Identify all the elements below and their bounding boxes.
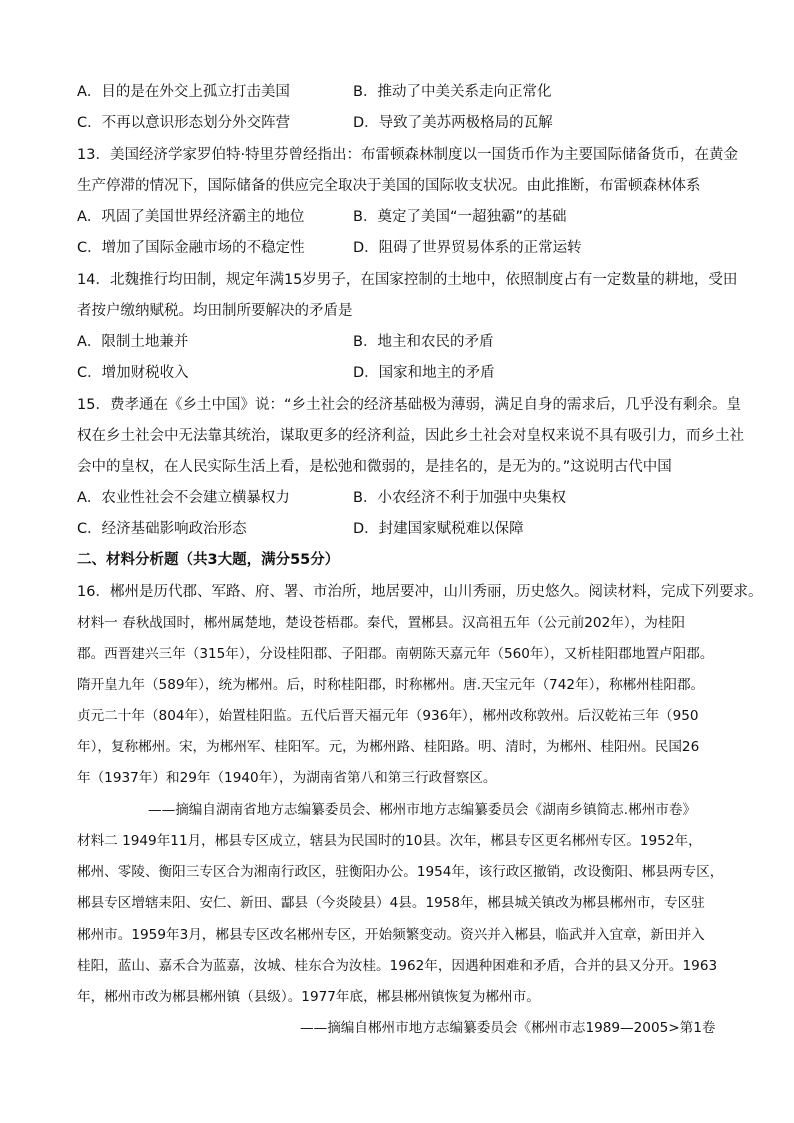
material1-line: 贞元二十年（804年），始置桂阳监。五代后晋天福元年（936年），郴州改称敦州。后汉乾祐三年（950 (77, 708, 699, 724)
material1-line: 郡。西晋建兴三年（315年），分设桂阳郡、子阳郡。南朝陈天嘉元年（560年），又析桂阳郡地置卢阳郡。 (77, 646, 714, 662)
material1-line: 隋开皇九年（589年），统为郴州。后，时称桂阳郡，时称郴州。唐.天宝元年（742年），称郴州桂阳郡。 (77, 677, 705, 693)
q15-stem-line: 会中的皇权，在人民实际生活上看，是松弛和微弱的，是挂名的，是无为的。”这说明古代中国 (77, 459, 672, 475)
q12-option-c: C．不再以意识形态划分外交阵营 (77, 115, 291, 131)
q13-option-c: C．增加了国际金融市场的不稳定性 (77, 240, 305, 256)
q14-stem-line: 者按户缴纳赋税。均田制所要解决的矛盾是 (77, 303, 353, 319)
q15-option-c: C．经济基础影响政治形态 (77, 521, 247, 537)
q15-option-b: B．小农经济不利于加强中央集权 (353, 490, 566, 506)
q15-stem-line: 15．费孝通在《乡土中国》说：“乡土社会的经济基础极为薄弱，满足自身的需求后，几乎没有剩余。皇 (77, 397, 741, 413)
material1-line: 材料一 春秋战国时，郴州属楚地，楚设苍梧郡。秦代，置郴县。汉高祖五年（公元前202年），为桂阳 (77, 615, 685, 631)
q13-option-d: D．阻碍了世界贸易体系的正常运转 (353, 240, 582, 256)
q14-stem-line: 14．北魏推行均田制，规定年满15岁男子，在国家控制的土地中，依照制度占有一定数量的耕地，受田 (77, 272, 738, 288)
material1-line: 年（1937年）和29年（1940年），为湖南省第八和第三行政督察区。 (77, 770, 497, 786)
material2-line: 郴县专区增辖耒阳、安仁、新田、酃县（今炎陵县）4县。1958年，郴县城关镇改为郴县郴州市，专区驻 (77, 895, 705, 911)
material1-source: ——摘编自湖南省地方志编纂委员会、郴州市地方志编纂委员会《湖南乡镇简志.郴州市卷》 (148, 802, 697, 818)
material2-line: 年，郴州市改为郴县郴州镇（县级）。1977年底，郴县郴州镇恢复为郴州市。 (77, 989, 540, 1005)
q15-stem-line: 权在乡土社会中无法靠其统治，谋取更多的经济利益，因此乡土社会对皇权来说不具有吸引力，而乡土社 (77, 428, 744, 444)
material2-line: 郴州、零陵、衡阳三专区合为湘南行政区，驻衡阳办公。1954年，该行政区撤销，改设衡阳、郴县两专区， (77, 864, 724, 880)
material1-line: 年），复称郴州。宋，为郴州军、桂阳军。元，为郴州路、桂阳路。明、清时，为郴州、桂阳州。民国26 (77, 739, 700, 755)
material2-source: ——摘编自郴州市地方志编纂委员会《郴州市志1989—2005>第1卷 (300, 1020, 716, 1036)
q13-option-b: B．奠定了美国“一超独霸”的基础 (353, 209, 567, 225)
q13-stem-line: 生产停滞的情况下，国际储备的供应完全取决于美国的国际收支状况。由此推断，布雷顿森林体系 (77, 178, 701, 194)
q15-option-d: D．封建国家赋税难以保障 (353, 521, 524, 537)
material2-line: 郴州市。1959年3月，郴县专区改名郴州专区，开始频繁变动。资兴并入郴县，临武并入宜章，新田并入 (77, 927, 705, 943)
q14-option-c: C．增加财税收入 (77, 365, 189, 381)
q12-option-d: D．导致了美苏两极格局的瓦解 (353, 115, 553, 131)
q14-option-a: A．限制土地兼并 (77, 334, 189, 350)
q16-intro: 16．郴州是历代郡、军路、府、署、市治所，地居要冲，山川秀丽，历史悠久。阅读材料，完成下列要求。 (77, 584, 763, 600)
material2-line: 桂阳，蓝山、嘉禾合为蓝嘉，汝城、桂东合为汝桂。1962年，因遇种困难和矛盾，合并的县又分开。1963 (77, 958, 718, 974)
q12-option-a: A．目的是在外交上孤立打击美国 (77, 84, 290, 100)
q15-option-a: A．农业性社会不会建立横暴权力 (77, 490, 290, 506)
q13-option-a: A．巩固了美国世界经济霸主的地位 (77, 209, 305, 225)
q13-stem-line: 13．美国经济学家罗伯特·特里芬曾经指出：布雷顿森林制度以一国货币作为主要国际储备货币，在黄金 (77, 147, 739, 163)
q12-option-b: B．推动了中美关系走向正常化 (353, 84, 552, 100)
q14-option-d: D．国家和地主的矛盾 (353, 365, 495, 381)
section-heading: 二、材料分析题（共3大题，满分55分） (77, 552, 340, 568)
q14-option-b: B．地主和农民的矛盾 (353, 334, 494, 350)
material2-line: 材料二 1949年11月，郴县专区成立，辖县为民国时的10县。次年，郴县专区更名郴州专区。1952年， (77, 833, 702, 849)
